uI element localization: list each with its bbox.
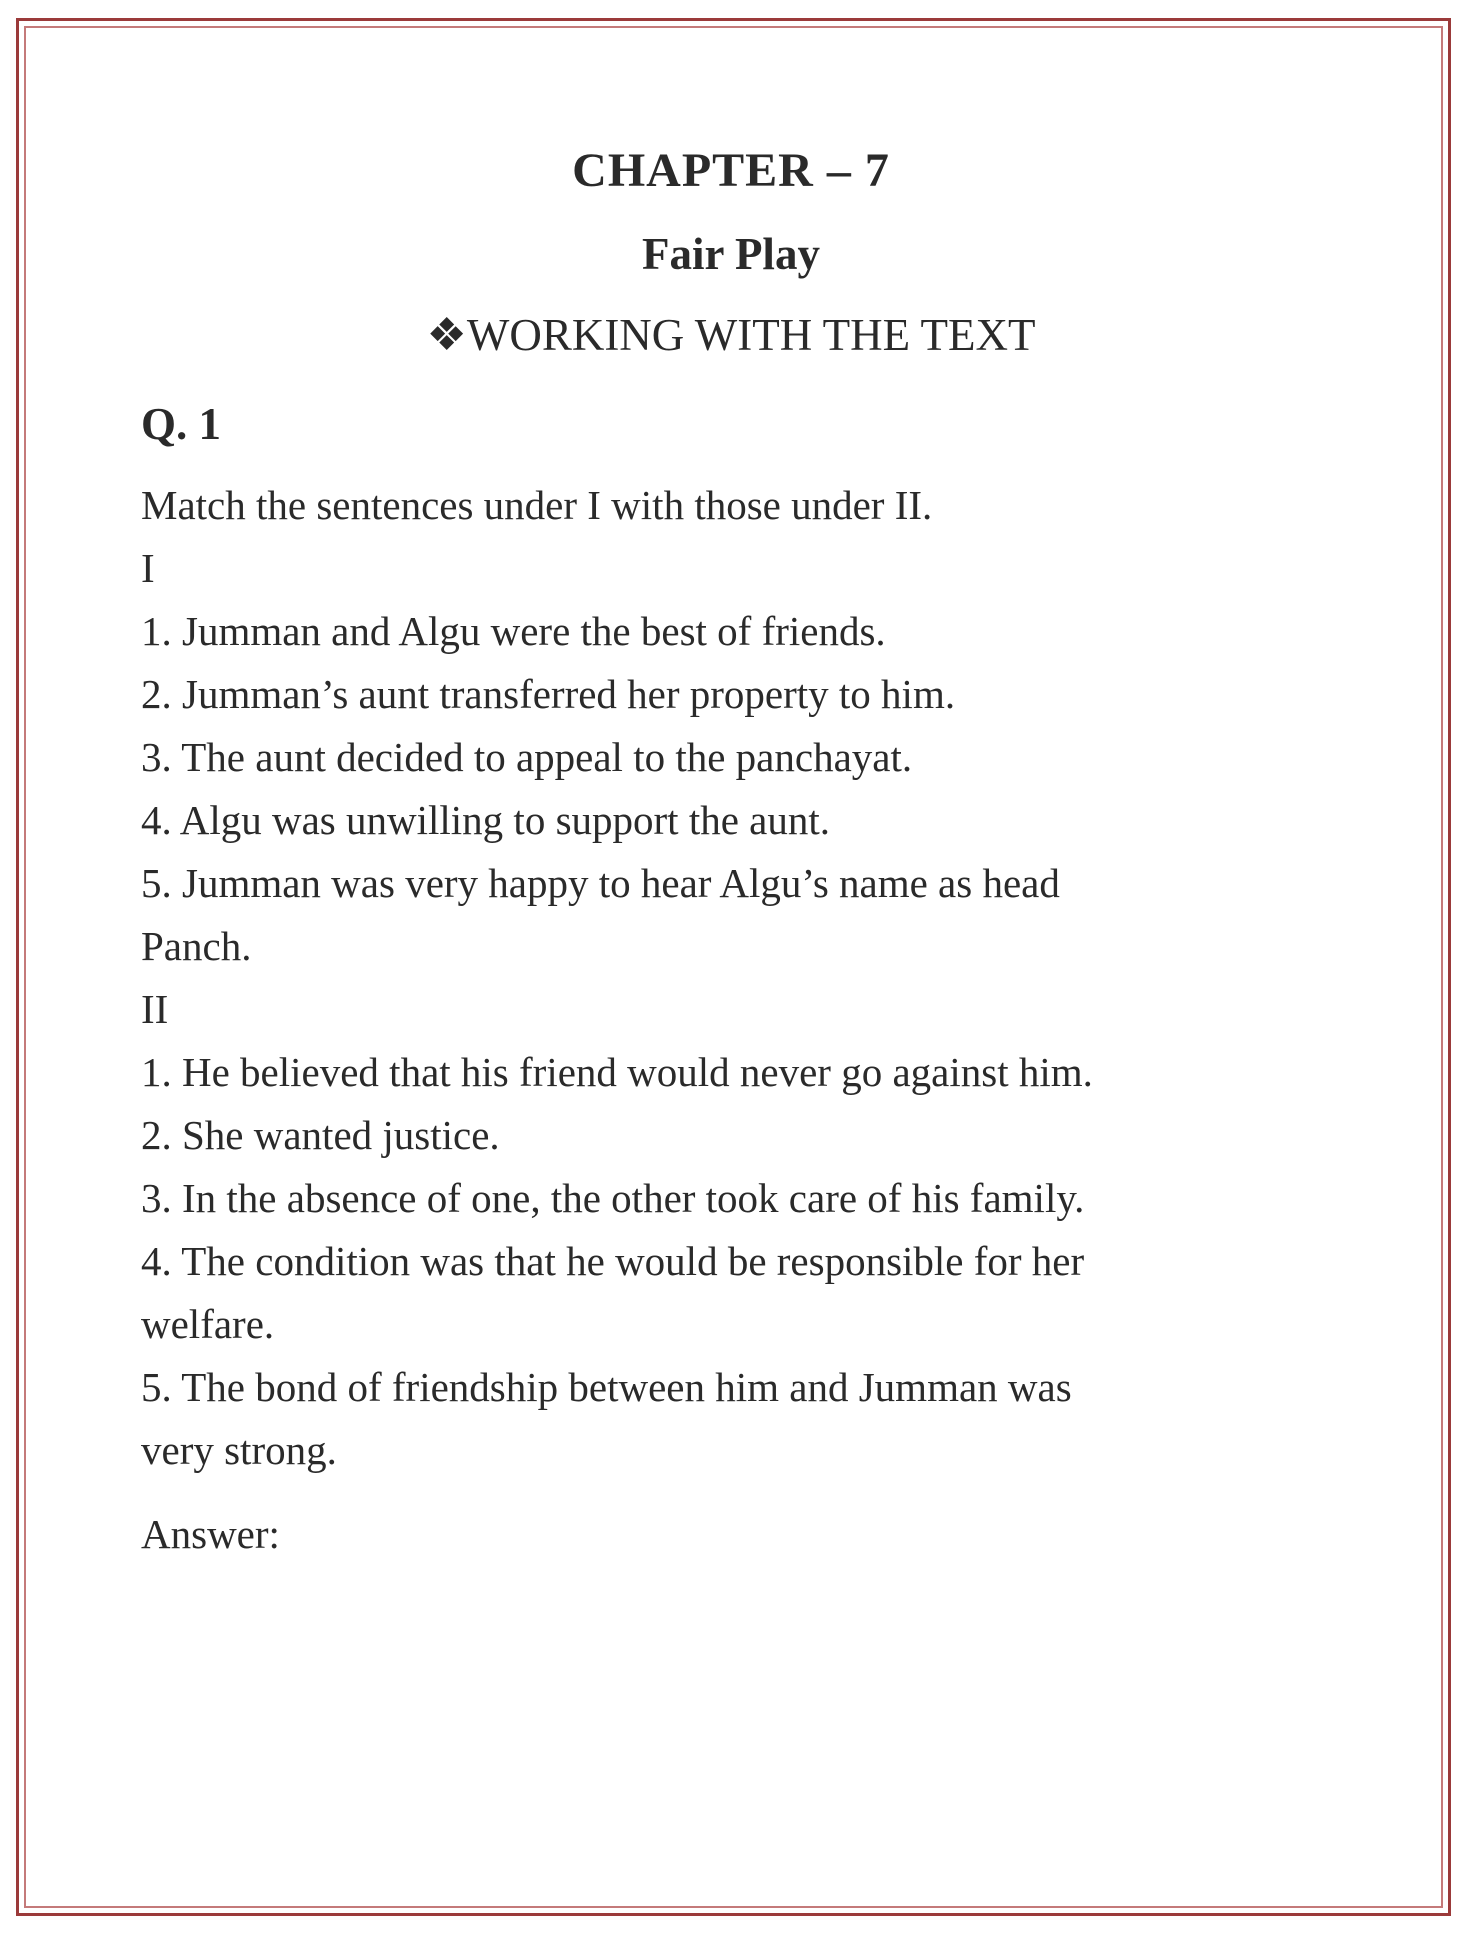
chapter-heading: CHAPTER – 7	[572, 144, 890, 197]
column-ii-item-continued: welfare.	[141, 1301, 275, 1347]
column-i-item: 1. Jumman and Algu were the best of friends.	[141, 608, 886, 654]
question-body	[141, 474, 1341, 1482]
chapter-title: Fair Play	[642, 229, 820, 279]
answer-label: Answer:	[141, 1511, 280, 1557]
column-i-item-continued: Panch.	[141, 923, 252, 969]
question-instruction: Match the sentences under I with those under II.	[141, 482, 933, 528]
section-heading: ❖WORKING WITH THE TEXT	[426, 310, 1036, 360]
column-ii-item: 5. The bond of friendship between him and Jumman was	[141, 1364, 1072, 1410]
column-i-item: 5. Jumman was very happy to hear Algu’s name as head	[141, 860, 1060, 906]
column-i-item: 4. Algu was unwilling to support the aunt.	[141, 797, 830, 843]
column-ii-item: 1. He believed that his friend would never go against him.	[141, 1049, 1093, 1095]
column-ii-label: II	[141, 986, 169, 1032]
column-i-item: 2. Jumman’s aunt transferred her property to him.	[141, 671, 956, 717]
column-ii-item: 3. In the absence of one, the other took care of his family.	[141, 1175, 1085, 1221]
column-ii-item: 4. The condition was that he would be responsible for her	[141, 1238, 1085, 1284]
question-label: Q. 1	[141, 399, 222, 449]
column-ii-item: 2. She wanted justice.	[141, 1112, 500, 1158]
column-i-item: 3. The aunt decided to appeal to the panchayat.	[141, 734, 913, 780]
column-ii-item-continued: very strong.	[141, 1427, 337, 1473]
column-i-label: I	[141, 545, 155, 591]
